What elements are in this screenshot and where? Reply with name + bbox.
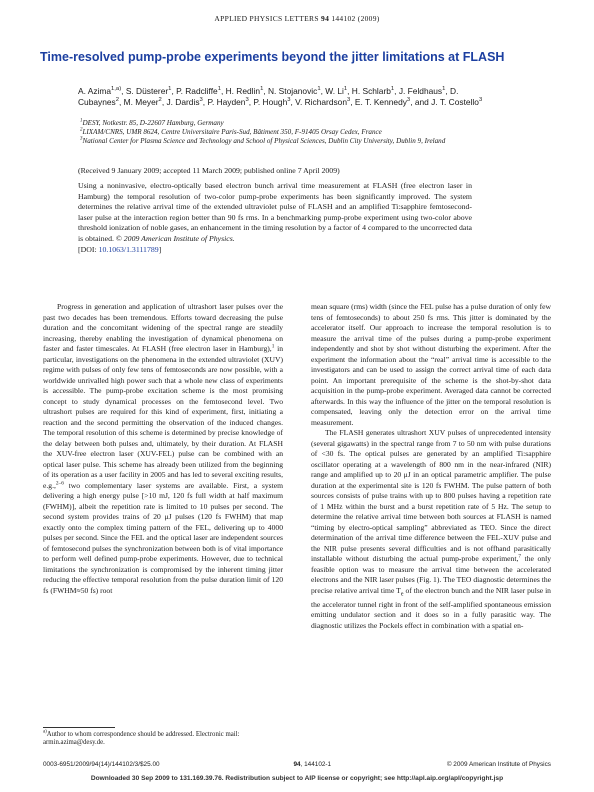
footer-page: 94 , 144102-1 [293, 761, 332, 768]
affiliation [78, 128, 478, 137]
affiliation-number: 3 [80, 136, 83, 142]
author-name: A. Azima [78, 86, 112, 96]
author-name: P. Radcliffe [176, 86, 218, 96]
author-affiliation-marker: 1 [317, 86, 321, 93]
footnote [43, 731, 283, 748]
body-paragraph: Progress in generation and application of ultrashort laser pulses over the past two decades has been tremendous. Efforts toward decreasing the pulse duration and the concomitant widening of the spectral range are steadily increasing, thereby enabling the investigation of dynamical phenomena on faster and faster timescales. At FLASH (free electron laser in Hamburg),$^1$ in particular, investigations on the phenomena in the extended ultraviolet (XUV) regime with pulses of only few tens of femtoseconds are now possible, with a worldwide unrivalled high power such that a whole new class of experiments is accessible. The pump-probe excitation scheme is the most promising concept to study dynamical processes on the femtosecond level. Two ultrashort pulses are required for this kind of experiment, first, initiating a reaction and the second permitting the observation of the induced changes. The temporal resolution of this scheme is determined by precise knowledge of the delay between both pulses and, ultimately, by their duration. At FLASH the XUV-free electron laser (XUV-FEL) pulse can be combined with an optical laser pulse. This scheme has already been utilized from the beginning of its operation as a user facility in 2005 and has led to several exciting results, e.g.,$^{2-6}$ two complementary laser systems are available. First, a system delivering a high energy pulse [>10 mJ, 120 fs full width at half maximum (FWHM)], albeit the repetition rate is limited to 10 pulses per second. The second system provides trains of 20 μJ pulses (120 fs FWHM) that map exactly onto the complex timing pattern of the FEL, delivering up to 4000 pulses per second. Since the FEL and the optical laser are independent sources of femtosecond pulses the synchronization between both is of vital importance to perform well defined pump-probe experiments. However, due to technical limitations the synchronization is compromised by the inherent timing jitter reducing the effective temporal resolution from the pulse duration limit of 120 fs (FWHM≈50 fs) root [43, 302, 283, 595]
author-affiliation-marker: 2 [158, 96, 162, 103]
footnote-marker: a) [43, 729, 47, 735]
author-affiliation-marker: 1 [390, 86, 395, 93]
author [207, 97, 248, 107]
affiliation [78, 119, 478, 128]
journal-article: 144102 (2009) [331, 14, 380, 23]
reference-marker[interactable]: 2–6 [55, 480, 64, 487]
doi-link[interactable]: 10.1063/1.3111789 [98, 244, 159, 254]
author [166, 97, 202, 107]
body-paragraph: The FLASH generates ultrashort XUV pulses of unprecedented intensity (several gigawatts) in the spectral range from 7 to 50 nm with pulse durations of <30 fs. The optical pulses are generated by an amplified Ti:sapphire oscillator operating at a wavelength of 800 nm in the near-infrared (NIR) range and amplified up to 20 μJ in an optical parametric amplifier. The pulse duration at the experimental site is 120 fs FWHM. The pulse pattern of both sources consists of pulse trains with up to 800 pulses having a repetition rate of 1 MHz within the burst and a burst repetition rate of 5 Hz. The setup to determine the relative arrival time between both sources at FLASH is named “timing by electro-optical sampling” abbreviated as TEO. Since the direct determination of the arrival time difference between the FEL-XUV pulse and the NIR pulse presents several difficulties and is not offhand parasitically installable without disturbing the actual pump-probe experiment,$^7$ the only feasible option was to measure the arrival time between the accelerated electrons and the NIR laser pulses (Fig. 1). The TEO diagnostic determines the precise relative arrival time $T_e$ of the electron bunch and the NIR laser pulse in the accelerator tunnel right in front of the self-amplified spontaneous emission emitting undulator section and it does so in a fully parasitic way. The diagnostic utilizes the Pockels effect in combination with a spatial en- [311, 428, 552, 630]
affiliation [78, 137, 478, 146]
author-name: D. Cubaynes [78, 86, 459, 107]
author-name: E. T. Kennedy [354, 96, 407, 107]
author-affiliation-marker: 3 [478, 96, 483, 103]
author-affiliation-marker: 3 [406, 96, 411, 103]
author-affiliation-marker: 1 [217, 86, 221, 93]
author-name: J. Feldhaus [398, 86, 443, 96]
author-affiliation-marker: 2 [115, 96, 119, 103]
author-affiliation-marker: 3 [287, 96, 291, 103]
author-affiliation-marker: 3 [347, 96, 351, 103]
author-name: W. Li [325, 86, 344, 96]
author [295, 97, 350, 107]
body-column-right [311, 302, 551, 632]
author-name: N. Stojanovic [267, 86, 318, 96]
author [325, 86, 347, 96]
footnote-divider [43, 727, 115, 728]
received-dates: (Received 9 January 2009; accepted 11 March 2009; published online 7 April 2009) [78, 166, 340, 175]
affiliation-list [78, 119, 478, 146]
author [78, 86, 121, 96]
footer-copyright: © 2009 American Institute of Physics [446, 761, 551, 768]
affiliation-number: 1 [80, 118, 83, 124]
author-name: J. T. Costello [431, 96, 479, 107]
affiliation-text: DESY, Notkestr. 85, D-22607 Hamburg, Germany [82, 119, 224, 127]
author-name: H. Redlin [225, 86, 261, 96]
affiliation-number: 2 [80, 127, 83, 133]
body-paragraph: mean square (rms) width (since the FEL pulse has a pulse duration of only few tens of femtoseconds) to about 250 fs rms. This jitter is dominated by the accelerator itself. Our approach to increase the temporal resolution is to measure the arrival time of the pulses during a pump-probe experiment independently and shot by shot without disturbing the experiment. After the experiment the information about the “real” arrival time is accessible to the investigators and can be used to assign the correct arrival time of each data point. An important prerequisite of the scheme is the shot-by-shot data acquisition in the pump-probe experiment. Averaged data cannot be corrected afterwards. In this way the influence of the jitter on the temporal resolution is compensated, leaving only the detection error on the arrival time measurement. [311, 302, 551, 427]
abstract-copyright: © 2009 American Institute of Physics. [115, 233, 235, 243]
author-affiliation-marker: 1 [168, 86, 172, 93]
abstract [78, 181, 472, 255]
author-affiliation-marker: 1 [260, 86, 264, 93]
page-footer [43, 761, 551, 771]
author [253, 97, 290, 107]
author-affiliation-marker: 3 [199, 96, 203, 103]
paper-title: Time-resolved pump-probe experiments beyond the jitter limitations at FLASH [40, 50, 505, 64]
affiliation-text: LIXAM/CNRS, UMR 8624, Centre Universitaire Paris-Sud, Bâtiment 350, F-91405 Orsay Cedex, France [82, 128, 382, 136]
journal-volume: 94 [321, 14, 330, 23]
author [352, 86, 394, 96]
footnote-text: Author to whom correspondence should be addressed. Electronic mail: armin.azima@desy.de. [43, 731, 240, 747]
reference-marker[interactable]: 7 [518, 553, 522, 560]
author-affiliation-marker: 1,a) [111, 86, 122, 93]
author [226, 86, 264, 96]
journal-header [0, 14, 594, 23]
reference-marker[interactable]: 1 [271, 343, 275, 350]
author [126, 86, 172, 96]
author-affiliation-marker: 3 [245, 96, 249, 103]
subscript: e [400, 590, 404, 598]
author-affiliation-marker: 1 [343, 86, 348, 93]
author [176, 86, 221, 96]
body-column-left [43, 302, 283, 596]
author-name: M. Meyer [123, 96, 159, 107]
abstract-text: Using a noninvasive, electro-optically based electron bunch arrival time measurement at FLASH (free electron laser in Hamburg) the temporal resolution of two-color pump-probe experiments has been significantly improved. The system determines the relative arrival time of the extended ultraviolet pulse of FLASH and an amplified Ti:sapphire femtosecond-laser pulse at the interaction region better than 90 fs rms. In a benchmarking pump-probe experiment using two-color above threshold ionization of noble gases, an enhancement in the timing resolution by a factor of 4 compared to the uncorrected data is obtained. [78, 181, 472, 243]
author-name: J. Dardis [166, 96, 200, 107]
author-name: P. Hough [253, 96, 288, 107]
author [431, 97, 482, 107]
author [355, 97, 410, 107]
footer-issn: 0003-6951/2009/94(14)/144102/3/$25.00 [43, 761, 160, 768]
author-name: V. Richardson [295, 96, 347, 107]
download-notice: Downloaded 30 Sep 2009 to 131.169.39.76. Redistribution subject to AIP license or copyright; see http://apl.aip.org/apl/copyright.jsp [90, 775, 504, 782]
author-name: P. Hayden [207, 96, 246, 107]
doi-line [78, 245, 472, 256]
author-name: H. Schlarb [351, 86, 391, 96]
author-affiliation-marker: 1 [442, 86, 446, 93]
author [124, 97, 162, 107]
doi-prefix: [DOI: [78, 244, 97, 254]
author [399, 86, 446, 96]
doi-suffix: ] [158, 244, 162, 254]
author-name: S. Düsterer [125, 86, 169, 96]
author [268, 86, 321, 96]
affiliation-text: National Center for Plasma Science and Technology and School of Physical Sciences, Dublin City University, Dublin 9, Ireland [82, 137, 446, 145]
author-list: A. Azima$^{1,a)}$, S. Düsterer$^1$, P. Radcliffe$^1$, H. Redlin$^1$, N. Stojanovic$^1$, W. Li$^1$, H. Schlarb$^1$, J. Feldhaus$^1$, D. Cubaynes$^2$, M. Meyer$^2$, J. Dardis$^3$, P. Hayden$^3$, P. Hough$^3$, V. Richardson$^3$, E. T. Kennedy$^3$, and J. T. Costello$^3$ [78, 86, 483, 107]
journal-name: APPLIED PHYSICS LETTERS [214, 14, 319, 23]
